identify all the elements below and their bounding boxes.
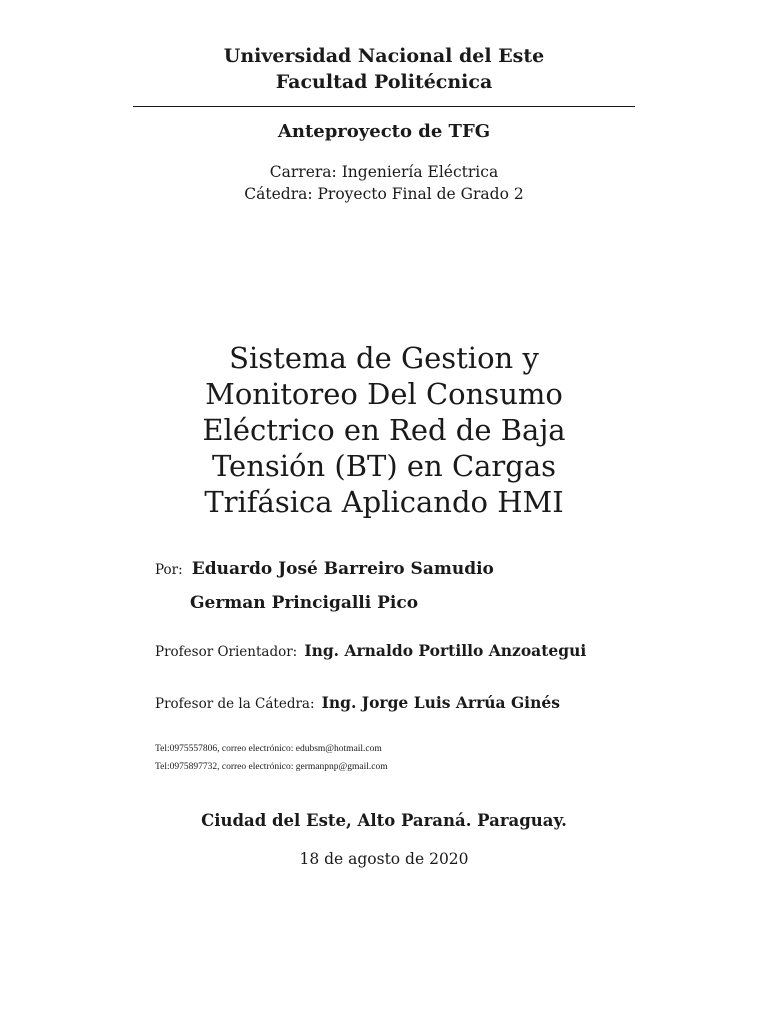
title-line: Sistema de Gestion y xyxy=(229,341,539,375)
chair-professor-name: Ing. Jorge Luis Arrúa Ginés xyxy=(321,693,560,712)
advisor-label: Profesor Orientador: xyxy=(155,644,298,660)
university-name: Universidad Nacional del Este xyxy=(223,45,545,67)
title-line: Eléctrico en Red de Baja xyxy=(202,413,566,447)
chair: Cátedra: Proyecto Final de Grado 2 xyxy=(244,185,524,203)
title-line: Monitoreo Del Consumo xyxy=(205,377,563,411)
document-type: Anteproyecto de TFG xyxy=(277,121,491,142)
title-line: Tensión (BT) en Cargas xyxy=(211,449,557,483)
chair-professor-row xyxy=(155,693,560,712)
title-line: Trifásica Aplicando HMI xyxy=(204,485,564,519)
advisor-name: Ing. Arnaldo Portillo Anzoategui xyxy=(304,641,587,660)
author-name: German Princigalli Pico xyxy=(190,593,419,613)
faculty-name: Facultad Politécnica xyxy=(275,71,493,93)
contact-line: Tel:0975897732, correo electrónico: germanpnp@gmail.com xyxy=(155,762,388,772)
main-title xyxy=(0,340,768,520)
header-divider xyxy=(133,106,635,107)
location: Ciudad del Este, Alto Paraná. Paraguay. xyxy=(201,811,567,830)
document-date: 18 de agosto de 2020 xyxy=(299,850,469,868)
authors-row xyxy=(155,559,494,579)
advisor-row xyxy=(155,641,586,660)
author-name: Eduardo José Barreiro Samudio xyxy=(191,559,494,579)
career: Carrera: Ingeniería Eléctrica xyxy=(269,163,499,181)
authors-label: Por: xyxy=(155,562,183,578)
chair-professor-label: Profesor de la Cátedra: xyxy=(155,696,315,712)
contact-line: Tel:0975557806, correo electrónico: edubsm@hotmail.com xyxy=(155,744,382,754)
